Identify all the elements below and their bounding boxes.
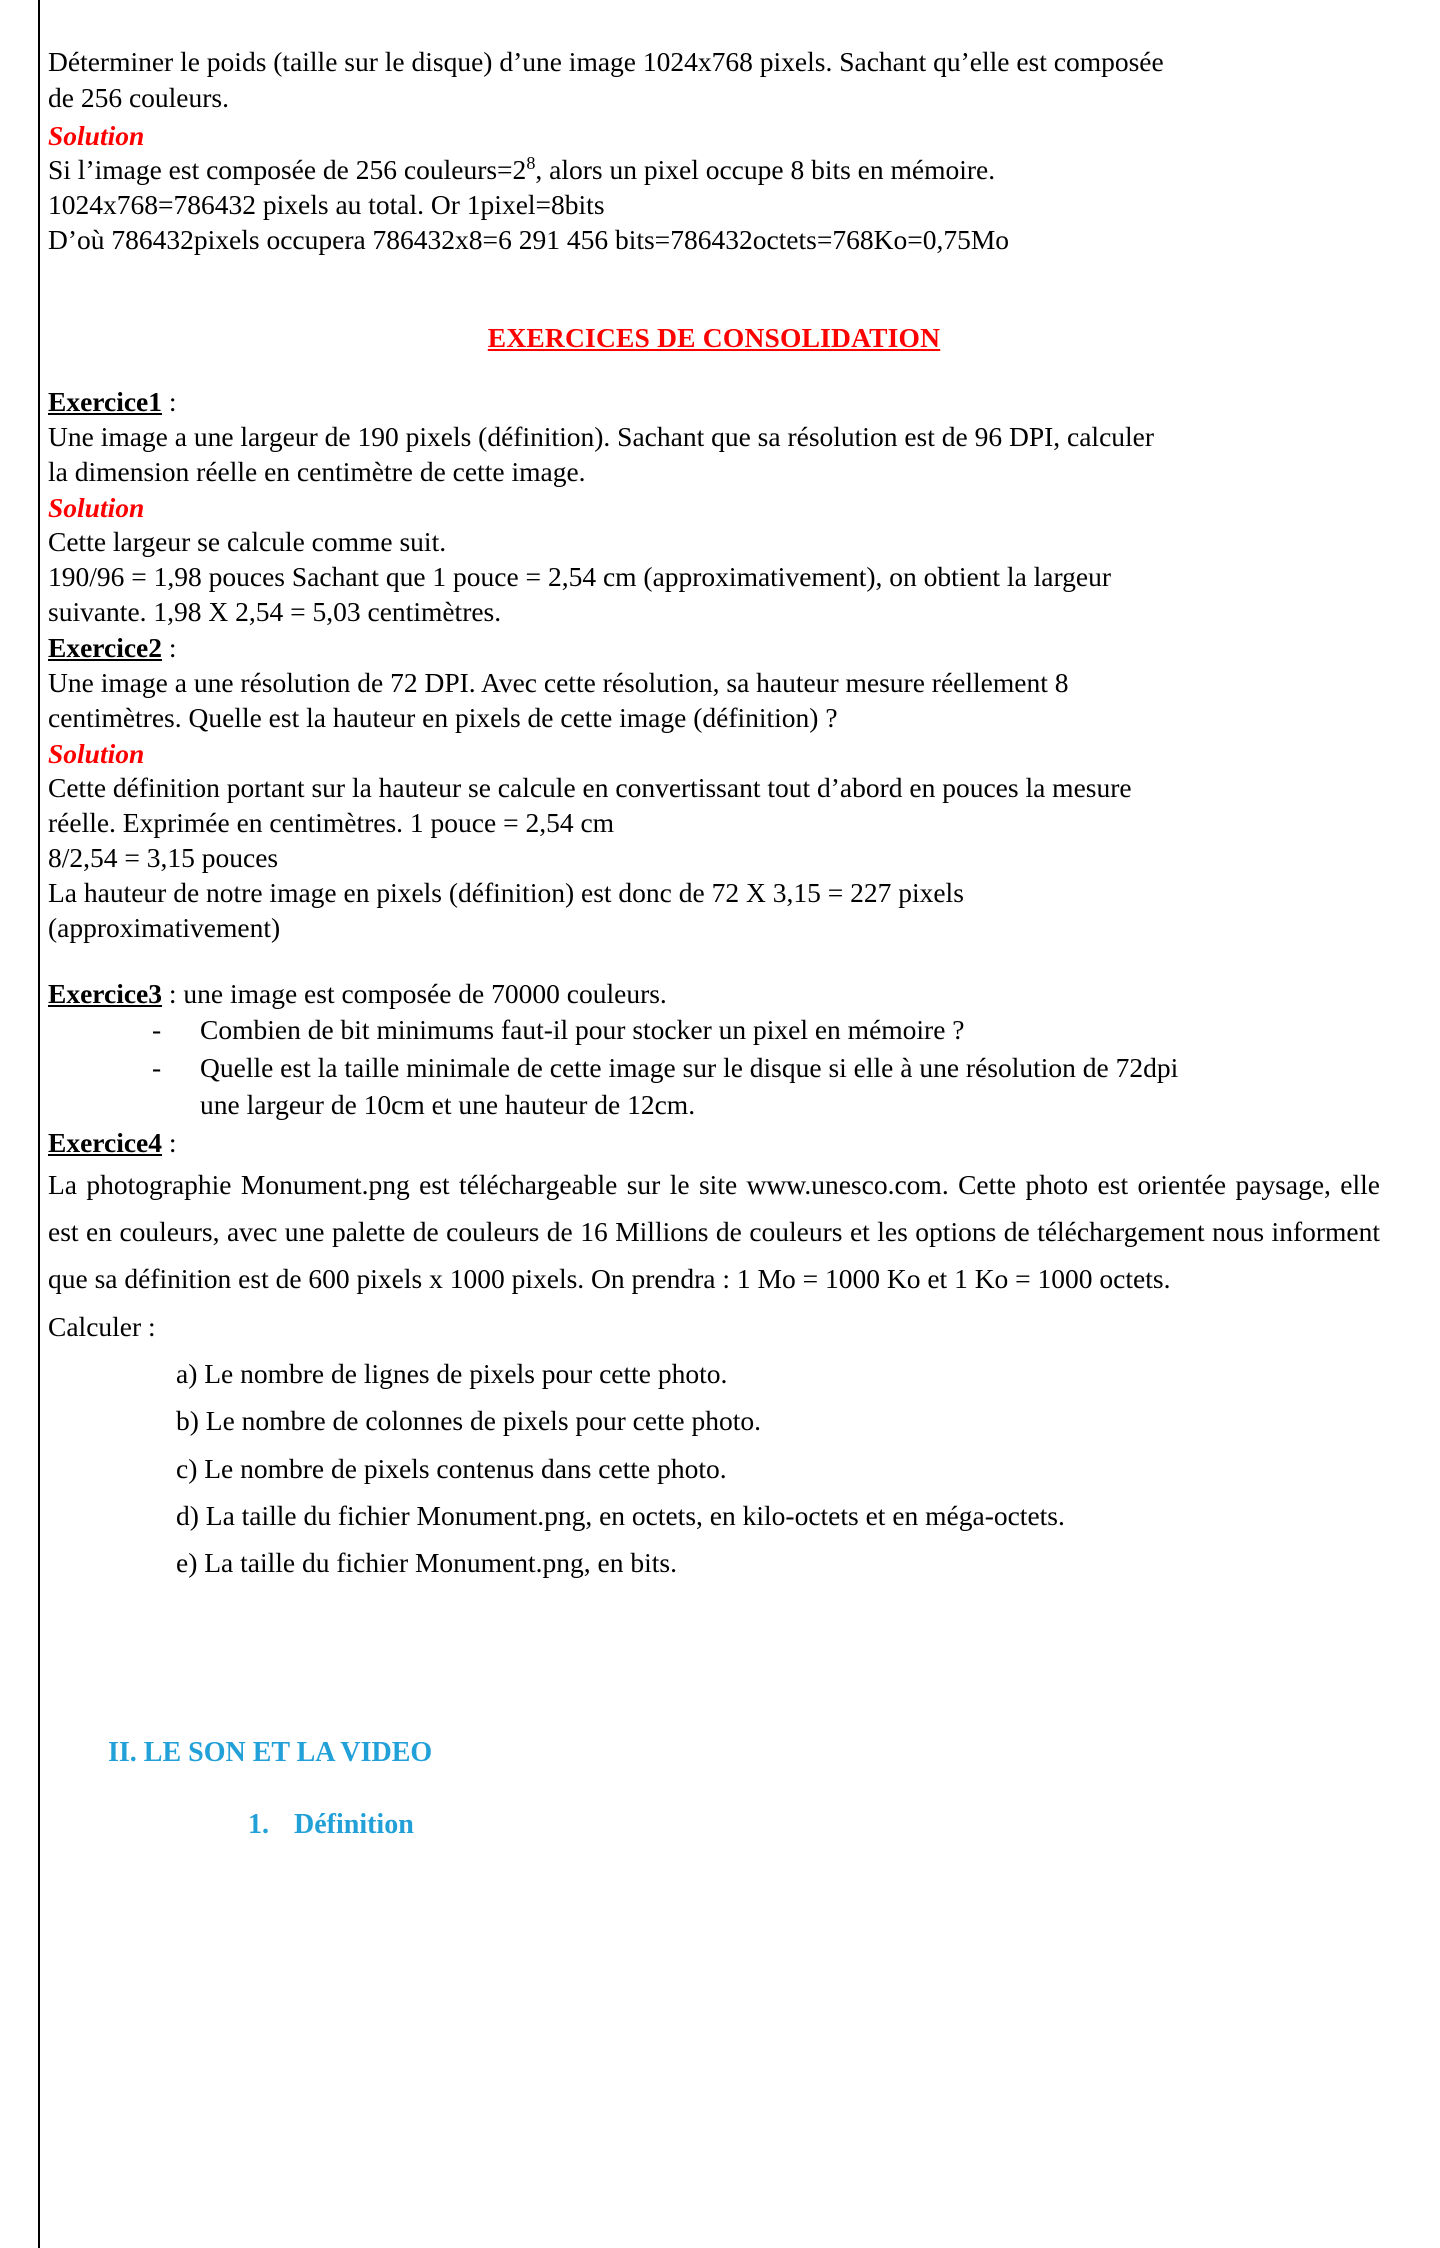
exercise2-solution-line-5: (approximativement) — [48, 912, 281, 944]
dash-bullet: - — [152, 1013, 162, 1045]
intro-solution-exponent: 8 — [526, 153, 536, 174]
exercise2-solution-line-1: Cette définition portant sur la hauteur se calcule en convertissant tout d’abord en pouces la mesure — [48, 772, 1132, 804]
exercise2-solution-line-3: 8/2,54 = 3,15 pouces — [48, 842, 279, 874]
intro-solution-body — [48, 153, 1380, 258]
exercise1-heading — [48, 384, 1380, 420]
exercise2-solution-body — [48, 771, 1380, 946]
exercise3-item-3: une largeur de 10cm et une hauteur de 12cm. — [200, 1089, 696, 1121]
spacer-after-title — [48, 354, 1380, 384]
exercise4-paragraph: La photographie Monument.png est téléchargeable sur le site www.unesco.com. Cette photo est orientée paysage, elle est en couleurs, avec une palette de couleurs de 16 Millions de couleurs et les options de téléchargement nous informent que sa définition est de 600 pixels x 1000 pixels. On prendra : 1 Mo = 1000 Ko et 1 Ko = 1000 octets. — [48, 1168, 1380, 1295]
exercise1-colon: : — [162, 386, 177, 418]
left-margin-rule — [38, 0, 40, 2248]
dash-bullet: - — [152, 1051, 162, 1083]
exercise4-label: Exercice4 — [48, 1127, 163, 1159]
list-item — [152, 1012, 1380, 1048]
section-title: LE SON ET LA VIDEO — [143, 1736, 433, 1768]
intro-paragraph — [48, 44, 1380, 116]
exercise3-label: Exercice3 — [48, 978, 163, 1010]
exercise3-item-1: Combien de bit minimums faut-il pour stocker un pixel en mémoire ? — [200, 1013, 965, 1045]
intro-solution-line-1 — [48, 153, 1380, 188]
consolidation-title-text: EXERCICES DE CONSOLIDATION — [487, 322, 941, 354]
exercise2-heading — [48, 630, 1380, 666]
exercise2-colon: : — [162, 632, 177, 664]
exercise1-solution-label: Solution — [48, 491, 145, 523]
spacer-before-section — [48, 1587, 1380, 1737]
intro-solution-line-1-b: , alors un pixel occupe 8 bits en mémoire. — [535, 154, 996, 186]
consolidation-heading — [48, 322, 1380, 354]
subsection-number: 1. — [248, 1808, 269, 1840]
exercise2-solution-label: Solution — [48, 737, 145, 769]
exercise2-solution-line-4: La hauteur de notre image en pixels (définition) est donc de 72 X 3,15 = 227 pixels — [48, 877, 964, 909]
exercise3-items — [48, 1012, 1380, 1123]
subsection-heading — [48, 1809, 1380, 1841]
exercise2-solution-line-2: réelle. Exprimée en centimètres. 1 pouce = 2,54 cm — [48, 807, 615, 839]
exercise3-heading — [48, 976, 1380, 1012]
list-item — [152, 1050, 1380, 1086]
exercise1-line-1: Une image a une largeur de 190 pixels (définition). Sachant que sa résolution est de 96 DPI, calculer — [48, 420, 1155, 452]
list-item: a) Le nombre de lignes de pixels pour cette photo. — [176, 1358, 728, 1390]
spacer-before-title — [48, 258, 1380, 322]
list-item: b) Le nombre de colonnes de pixels pour cette photo. — [176, 1405, 761, 1437]
exercise1-solution-line-3: suivante. 1,98 X 2,54 = 5,03 centimètres. — [48, 596, 502, 628]
exercise2-line-2: centimètres. Quelle est la hauteur en pixels de cette image (définition) ? — [48, 701, 838, 733]
exercise3-item-2: Quelle est la taille minimale de cette image sur le disque si elle à une résolution de 72dpi — [200, 1051, 1179, 1083]
exercise3-intro: : une image est composée de 70000 couleurs. — [162, 978, 667, 1010]
section-heading — [48, 1737, 1380, 1769]
intro-solution-line-2: 1024x768=786432 pixels au total. Or 1pixel=8bits — [48, 189, 605, 221]
exercise1-solution-line-1: Cette largeur se calcule comme suit. — [48, 526, 447, 558]
intro-line-1: Déterminer le poids (taille sur le disque) d’une image 1024x768 pixels. Sachant qu’elle est composée — [48, 46, 1164, 77]
exercise4-colon: : — [162, 1127, 177, 1159]
subsection-title: Définition — [294, 1808, 414, 1840]
exercise2-line-1: Une image a une résolution de 72 DPI. Avec cette résolution, sa hauteur mesure réellement 8 — [48, 666, 1069, 698]
exercise1-statement — [48, 420, 1380, 490]
exercise4-calculer-label: Calculer : — [48, 1310, 156, 1342]
exercise2-label: Exercice2 — [48, 632, 163, 664]
exercise4-heading — [48, 1125, 1380, 1161]
list-item: e) La taille du fichier Monument.png, en bits. — [176, 1547, 677, 1579]
list-item: d) La taille du fichier Monument.png, en octets, en kilo-octets et en méga-octets. — [176, 1499, 1065, 1531]
exercise2-statement — [48, 666, 1380, 736]
section-number: II. — [108, 1736, 137, 1768]
intro-solution-line-1-a: Si l’image est composée de 256 couleurs=2 — [48, 154, 527, 186]
spacer-before-exercise3 — [48, 946, 1380, 976]
exercise1-solution-line-2: 190/96 = 1,98 pouces Sachant que 1 pouce = 2,54 cm (approximativement), on obtient la largeur — [48, 561, 1112, 593]
intro-solution-line-3: D’où 786432pixels occupera 786432x8=6 291 456 bits=786432octets=768Ko=0,75Mo — [48, 224, 1010, 256]
exercise1-line-2: la dimension réelle en centimètre de cette image. — [48, 455, 586, 487]
list-item: c) Le nombre de pixels contenus dans cette photo. — [176, 1452, 727, 1484]
spacer-between-headings — [48, 1769, 1380, 1809]
list-item-continuation — [152, 1087, 1380, 1123]
exercise1-label: Exercice1 — [48, 386, 163, 418]
exercise4-items — [48, 1350, 1380, 1586]
intro-solution-label: Solution — [48, 119, 145, 151]
intro-line-2: de 256 couleurs. — [48, 81, 229, 113]
exercise1-solution-body — [48, 525, 1380, 630]
